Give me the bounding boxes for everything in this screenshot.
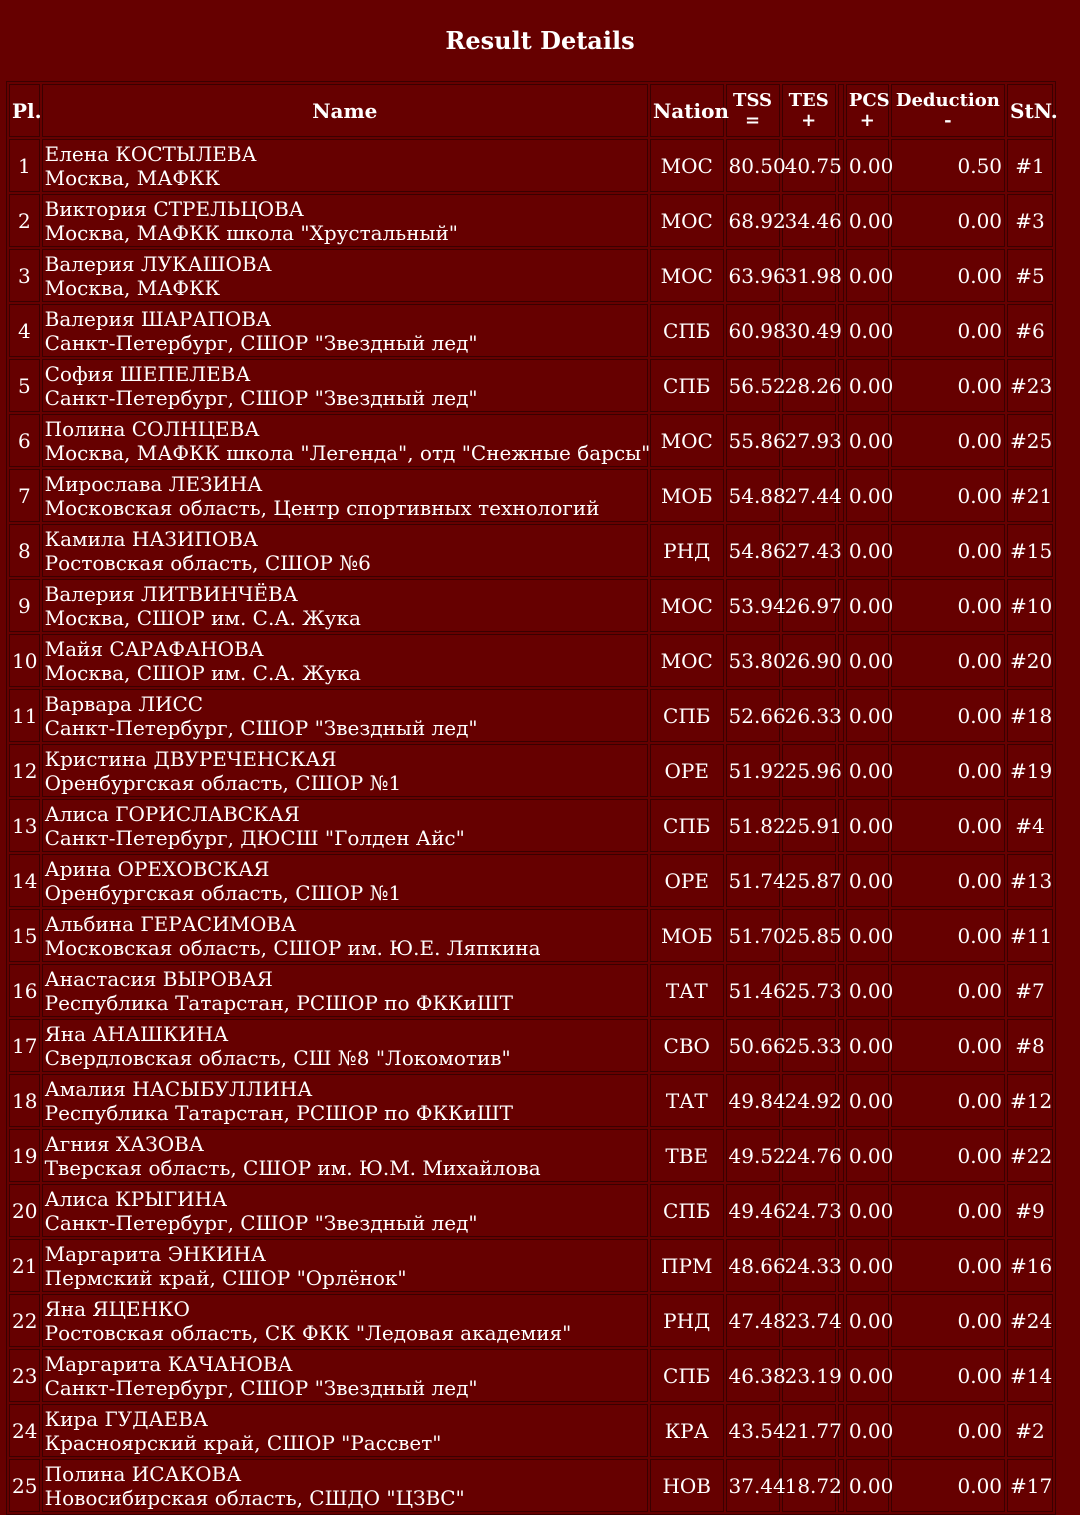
- start-number-cell: #17: [1007, 1459, 1053, 1512]
- place-cell: 8: [9, 524, 40, 577]
- tes-cell: 25.85: [782, 909, 836, 962]
- deduction-cell: 0.00: [891, 854, 1005, 907]
- name-cell: [42, 524, 648, 577]
- name-cell: [42, 1404, 648, 1457]
- header-tes-sub: +: [801, 109, 817, 131]
- skater-club: Москва, МАФКК школа "Легенда", отд "Снежные барсы": [44, 440, 651, 465]
- table-row: [9, 634, 1053, 687]
- skater-name: Варвара ЛИСС: [44, 691, 204, 716]
- skater-club: Санкт-Петербург, СШОР "Звездный лед": [44, 1375, 478, 1400]
- pcs-cell: 0.00: [846, 909, 889, 962]
- place-cell: 5: [9, 359, 40, 412]
- table-row: [9, 909, 1053, 962]
- place-cell: 3: [9, 249, 40, 302]
- tss-cell: 60.98: [726, 304, 780, 357]
- skater-club: Санкт-Петербург, СШОР "Звездный лед": [44, 330, 478, 355]
- tss-cell: 51.92: [726, 744, 780, 797]
- skater-club: Санкт-Петербург, СШОР "Звездный лед": [44, 1210, 478, 1235]
- deduction-cell: 0.00: [891, 249, 1005, 302]
- deduction-cell: 0.00: [891, 1239, 1005, 1292]
- deduction-cell: 0.00: [891, 414, 1005, 467]
- pcs-cell: 0.00: [846, 524, 889, 577]
- skater-club: Санкт-Петербург, СШОР "Звездный лед": [44, 385, 478, 410]
- deduction-cell: 0.00: [891, 1184, 1005, 1237]
- start-number-cell: #16: [1007, 1239, 1053, 1292]
- header-pcs-sub: +: [859, 109, 875, 131]
- pcs-cell: 0.00: [846, 799, 889, 852]
- tss-cell: 49.46: [726, 1184, 780, 1237]
- deduction-cell: 0.00: [891, 634, 1005, 687]
- pcs-cell: 0.00: [846, 1349, 889, 1402]
- skater-club: Оренбургская область, СШОР №1: [44, 880, 402, 905]
- header-deduction-label: Deduction: [895, 89, 1000, 111]
- header-deduction: [891, 84, 1005, 137]
- tss-cell: 55.86: [726, 414, 780, 467]
- skater-club: Московская область, СШОР им. Ю.Е. Ляпкина: [44, 935, 541, 960]
- place-cell: 19: [9, 1129, 40, 1182]
- pcs-cell: 0.00: [846, 359, 889, 412]
- name-cell: [42, 634, 648, 687]
- table-row: [9, 1294, 1053, 1347]
- start-number-cell: #20: [1007, 634, 1053, 687]
- start-number-cell: #8: [1007, 1019, 1053, 1072]
- start-number-cell: #1: [1007, 139, 1053, 192]
- name-cell: [42, 1184, 648, 1237]
- pcs-cell: 0.00: [846, 1019, 889, 1072]
- deduction-cell: 0.00: [891, 304, 1005, 357]
- start-number-cell: #10: [1007, 579, 1053, 632]
- skater-club: Ростовская область, СК ФКК "Ледовая академия": [44, 1320, 572, 1345]
- skater-name: Кира ГУДАЕВА: [44, 1406, 209, 1431]
- start-number-cell: #25: [1007, 414, 1053, 467]
- table-row: [9, 194, 1053, 247]
- table-row: [9, 799, 1053, 852]
- start-number-cell: #6: [1007, 304, 1053, 357]
- skater-club: Свердловская область, СШ №8 "Локомотив": [44, 1045, 511, 1070]
- deduction-cell: 0.00: [891, 579, 1005, 632]
- nation-cell: РНД: [650, 524, 724, 577]
- pcs-cell: 0.00: [846, 854, 889, 907]
- tss-cell: 49.84: [726, 1074, 780, 1127]
- table-row: [9, 1404, 1053, 1457]
- nation-cell: СПБ: [650, 799, 724, 852]
- nation-cell: РНД: [650, 1294, 724, 1347]
- tss-cell: 51.74: [726, 854, 780, 907]
- table-row: [9, 139, 1053, 192]
- skater-name: Виктория СТРЕЛЬЦОВА: [44, 196, 304, 221]
- nation-cell: ПРМ: [650, 1239, 724, 1292]
- start-number-cell: #13: [1007, 854, 1053, 907]
- nation-cell: НОВ: [650, 1459, 724, 1512]
- header-tes-label: TES: [788, 89, 829, 111]
- place-cell: 22: [9, 1294, 40, 1347]
- name-cell: [42, 469, 648, 522]
- deduction-cell: 0.00: [891, 1404, 1005, 1457]
- place-cell: 23: [9, 1349, 40, 1402]
- pcs-cell: 0.00: [846, 194, 889, 247]
- nation-cell: ОРЕ: [650, 744, 724, 797]
- pcs-cell: 0.00: [846, 469, 889, 522]
- deduction-cell: 0.00: [891, 1019, 1005, 1072]
- tes-cell: 26.90: [782, 634, 836, 687]
- tss-cell: 43.54: [726, 1404, 780, 1457]
- header-tss-label: TSS: [733, 89, 773, 111]
- name-cell: [42, 1349, 648, 1402]
- start-number-cell: #3: [1007, 194, 1053, 247]
- tss-cell: 48.66: [726, 1239, 780, 1292]
- header-separator: [838, 84, 844, 137]
- skater-club: Республика Татарстан, РСШОР по ФККиШТ: [44, 1100, 513, 1125]
- place-cell: 24: [9, 1404, 40, 1457]
- tes-cell: 21.77: [782, 1404, 836, 1457]
- nation-cell: ТВЕ: [650, 1129, 724, 1182]
- header-tss: [726, 84, 780, 137]
- deduction-cell: 0.50: [891, 139, 1005, 192]
- tss-cell: 49.52: [726, 1129, 780, 1182]
- start-number-cell: #11: [1007, 909, 1053, 962]
- tss-cell: 54.86: [726, 524, 780, 577]
- skater-club: Тверская область, СШОР им. Ю.М. Михайлова: [44, 1155, 541, 1180]
- tes-cell: 28.26: [782, 359, 836, 412]
- tes-cell: 24.33: [782, 1239, 836, 1292]
- place-cell: 11: [9, 689, 40, 742]
- nation-cell: МОС: [650, 249, 724, 302]
- table-row: [9, 1239, 1053, 1292]
- skater-name: Валерия ШАРАПОВА: [44, 306, 272, 331]
- deduction-cell: 0.00: [891, 1294, 1005, 1347]
- name-cell: [42, 1459, 648, 1512]
- header-pcs-label: PCS: [848, 89, 890, 111]
- tes-cell: 24.73: [782, 1184, 836, 1237]
- tss-cell: 50.66: [726, 1019, 780, 1072]
- nation-cell: СПБ: [650, 689, 724, 742]
- deduction-cell: 0.00: [891, 469, 1005, 522]
- name-cell: [42, 1239, 648, 1292]
- name-cell: [42, 1074, 648, 1127]
- skater-name: Кристина ДВУРЕЧЕНСКАЯ: [44, 746, 337, 771]
- tss-cell: 51.46: [726, 964, 780, 1017]
- table-row: [9, 854, 1053, 907]
- pcs-cell: 0.00: [846, 139, 889, 192]
- skater-club: Москва, СШОР им. С.А. Жука: [44, 605, 361, 630]
- table-row: [9, 1074, 1053, 1127]
- pcs-cell: 0.00: [846, 249, 889, 302]
- table-row: [9, 469, 1053, 522]
- skater-name: София ШЕПЕЛЕВА: [44, 361, 251, 386]
- skater-club: Москва, МАФКК: [44, 275, 220, 300]
- tss-cell: 51.82: [726, 799, 780, 852]
- tss-cell: 51.70: [726, 909, 780, 962]
- deduction-cell: 0.00: [891, 1129, 1005, 1182]
- tss-cell: 80.50: [726, 139, 780, 192]
- place-cell: 21: [9, 1239, 40, 1292]
- start-number-cell: #4: [1007, 799, 1053, 852]
- tes-cell: 25.33: [782, 1019, 836, 1072]
- pcs-cell: 0.00: [846, 1294, 889, 1347]
- place-cell: 20: [9, 1184, 40, 1237]
- start-number-cell: #7: [1007, 964, 1053, 1017]
- place-cell: 25: [9, 1459, 40, 1512]
- skater-name: Арина ОРЕХОВСКАЯ: [44, 856, 270, 881]
- pcs-cell: 0.00: [846, 1239, 889, 1292]
- name-cell: [42, 579, 648, 632]
- skater-name: Алиса КРЫГИНА: [44, 1186, 228, 1211]
- nation-cell: МОБ: [650, 909, 724, 962]
- place-cell: 18: [9, 1074, 40, 1127]
- name-cell: [42, 964, 648, 1017]
- place-cell: 6: [9, 414, 40, 467]
- tss-cell: 37.44: [726, 1459, 780, 1512]
- header-row: [9, 84, 1053, 137]
- skater-club: Красноярский край, СШОР "Рассвет": [44, 1430, 442, 1455]
- tss-cell: 53.94: [726, 579, 780, 632]
- nation-cell: МОС: [650, 194, 724, 247]
- deduction-cell: 0.00: [891, 964, 1005, 1017]
- skater-name: Камила НАЗИПОВА: [44, 526, 259, 551]
- deduction-cell: 0.00: [891, 689, 1005, 742]
- start-number-cell: #5: [1007, 249, 1053, 302]
- table-row: [9, 744, 1053, 797]
- pcs-cell: 0.00: [846, 964, 889, 1017]
- skater-club: Москва, МАФКК: [44, 165, 220, 190]
- tes-cell: 18.72: [782, 1459, 836, 1512]
- tes-cell: 30.49: [782, 304, 836, 357]
- skater-name: Полина СОЛНЦЕВА: [44, 416, 260, 441]
- start-number-cell: #12: [1007, 1074, 1053, 1127]
- pcs-cell: 0.00: [846, 1184, 889, 1237]
- start-number-cell: #9: [1007, 1184, 1053, 1237]
- tes-cell: 27.43: [782, 524, 836, 577]
- deduction-cell: 0.00: [891, 909, 1005, 962]
- pcs-cell: 0.00: [846, 744, 889, 797]
- name-cell: [42, 909, 648, 962]
- skater-name: Валерия ЛУКАШОВА: [44, 251, 272, 276]
- tss-cell: 68.92: [726, 194, 780, 247]
- table-row: [9, 524, 1053, 577]
- skater-club: Санкт-Петербург, ДЮСШ "Голден Айс": [44, 825, 465, 850]
- name-cell: [42, 854, 648, 907]
- deduction-cell: 0.00: [891, 524, 1005, 577]
- tss-cell: 56.52: [726, 359, 780, 412]
- skater-club: Республика Татарстан, РСШОР по ФККиШТ: [44, 990, 513, 1015]
- name-cell: [42, 1129, 648, 1182]
- start-number-cell: #19: [1007, 744, 1053, 797]
- name-cell: [42, 249, 648, 302]
- nation-cell: СПБ: [650, 359, 724, 412]
- tss-cell: 53.80: [726, 634, 780, 687]
- nation-cell: МОС: [650, 414, 724, 467]
- header-deduction-sub: -: [944, 109, 952, 131]
- tss-cell: 47.48: [726, 1294, 780, 1347]
- tes-cell: 24.92: [782, 1074, 836, 1127]
- nation-cell: ОРЕ: [650, 854, 724, 907]
- tes-cell: 25.87: [782, 854, 836, 907]
- pcs-cell: 0.00: [846, 634, 889, 687]
- start-number-cell: #22: [1007, 1129, 1053, 1182]
- table-row: [9, 359, 1053, 412]
- nation-cell: СВО: [650, 1019, 724, 1072]
- tes-cell: 23.74: [782, 1294, 836, 1347]
- nation-cell: МОС: [650, 634, 724, 687]
- nation-cell: СПБ: [650, 1184, 724, 1237]
- tes-cell: 34.46: [782, 194, 836, 247]
- table-row: [9, 1184, 1053, 1237]
- skater-name: Анастасия ВЫРОВАЯ: [44, 966, 273, 991]
- skater-club: Ростовская область, СШОР №6: [44, 550, 371, 575]
- skater-club: Москва, МАФКК школа "Хрустальный": [44, 220, 458, 245]
- nation-cell: ТАТ: [650, 964, 724, 1017]
- start-number-cell: #24: [1007, 1294, 1053, 1347]
- skater-name: Агния ХАЗОВА: [44, 1131, 204, 1156]
- tes-cell: 25.91: [782, 799, 836, 852]
- pcs-cell: 0.00: [846, 1129, 889, 1182]
- place-cell: 9: [9, 579, 40, 632]
- start-number-cell: #15: [1007, 524, 1053, 577]
- nation-cell: ТАТ: [650, 1074, 724, 1127]
- start-number-cell: #14: [1007, 1349, 1053, 1402]
- skater-name: Амалия НАСЫБУЛЛИНА: [44, 1076, 313, 1101]
- tes-cell: 26.33: [782, 689, 836, 742]
- start-number-cell: #23: [1007, 359, 1053, 412]
- place-cell: 12: [9, 744, 40, 797]
- header-nation: Nation: [650, 84, 724, 137]
- skater-name: Мирослава ЛЕЗИНА: [44, 471, 263, 496]
- skater-name: Валерия ЛИТВИНЧЁВА: [44, 581, 298, 606]
- name-cell: [42, 304, 648, 357]
- page-title: Result Details: [445, 26, 635, 55]
- pcs-cell: 0.00: [846, 1404, 889, 1457]
- tss-cell: 52.66: [726, 689, 780, 742]
- place-cell: 14: [9, 854, 40, 907]
- skater-club: Москва, СШОР им. С.А. Жука: [44, 660, 361, 685]
- name-cell: [42, 1019, 648, 1072]
- place-cell: 17: [9, 1019, 40, 1072]
- tes-cell: 26.97: [782, 579, 836, 632]
- place-cell: 7: [9, 469, 40, 522]
- skater-name: Елена КОСТЫЛЕВА: [44, 141, 257, 166]
- skater-name: Маргарита КАЧАНОВА: [44, 1351, 293, 1376]
- tes-cell: 27.93: [782, 414, 836, 467]
- skater-club: Московская область, Центр спортивных технологий: [44, 495, 600, 520]
- deduction-cell: 0.00: [891, 1074, 1005, 1127]
- nation-cell: МОС: [650, 579, 724, 632]
- start-number-cell: #21: [1007, 469, 1053, 522]
- place-cell: 13: [9, 799, 40, 852]
- name-cell: [42, 744, 648, 797]
- deduction-cell: 0.00: [891, 359, 1005, 412]
- tes-cell: 25.96: [782, 744, 836, 797]
- name-cell: [42, 359, 648, 412]
- tes-cell: 31.98: [782, 249, 836, 302]
- skater-club: Санкт-Петербург, СШОР "Звездный лед": [44, 715, 478, 740]
- nation-cell: СПБ: [650, 1349, 724, 1402]
- name-cell: [42, 414, 651, 467]
- skater-name: Яна ЯЦЕНКО: [44, 1296, 190, 1321]
- tes-cell: 24.76: [782, 1129, 836, 1182]
- header-tss-sub: =: [745, 109, 761, 131]
- table-row: [9, 304, 1053, 357]
- start-number-cell: #2: [1007, 1404, 1053, 1457]
- deduction-cell: 0.00: [891, 1349, 1005, 1402]
- place-cell: 2: [9, 194, 40, 247]
- tes-cell: 25.73: [782, 964, 836, 1017]
- deduction-cell: 0.00: [891, 1459, 1005, 1512]
- tes-cell: 23.19: [782, 1349, 836, 1402]
- place-cell: 1: [9, 139, 40, 192]
- tes-cell: 27.44: [782, 469, 836, 522]
- pcs-cell: 0.00: [846, 304, 889, 357]
- name-cell: [42, 1294, 648, 1347]
- place-cell: 15: [9, 909, 40, 962]
- pcs-cell: 0.00: [846, 689, 889, 742]
- pcs-cell: 0.00: [846, 1459, 889, 1512]
- skater-club: Пермский край, СШОР "Орлёнок": [44, 1265, 407, 1290]
- header-place: Pl.: [9, 84, 40, 137]
- header-start-number: StN.: [1007, 84, 1053, 137]
- place-cell: 16: [9, 964, 40, 1017]
- pcs-cell: 0.00: [846, 1074, 889, 1127]
- tss-cell: 63.96: [726, 249, 780, 302]
- place-cell: 4: [9, 304, 40, 357]
- table-row: [9, 1349, 1053, 1402]
- tes-cell: 40.75: [782, 139, 836, 192]
- tss-cell: 46.38: [726, 1349, 780, 1402]
- name-cell: [42, 689, 648, 742]
- nation-cell: МОБ: [650, 469, 724, 522]
- tss-cell: 54.88: [726, 469, 780, 522]
- pcs-cell: 0.00: [846, 579, 889, 632]
- pcs-cell: 0.00: [846, 414, 889, 467]
- place-cell: 10: [9, 634, 40, 687]
- table-row: [9, 579, 1053, 632]
- skater-name: Альбина ГЕРАСИМОВА: [44, 911, 297, 936]
- deduction-cell: 0.00: [891, 799, 1005, 852]
- nation-cell: СПБ: [650, 304, 724, 357]
- deduction-cell: 0.00: [891, 744, 1005, 797]
- skater-name: Полина ИСАКОВА: [44, 1461, 242, 1486]
- header-name: Name: [42, 84, 648, 137]
- table-row: [9, 1129, 1053, 1182]
- skater-name: Яна АНАШКИНА: [44, 1021, 229, 1046]
- table-row: [9, 689, 1053, 742]
- table-row: [9, 1459, 1053, 1512]
- start-number-cell: #18: [1007, 689, 1053, 742]
- table-row: [9, 964, 1053, 1017]
- table-row: [9, 249, 1053, 302]
- results-table: [6, 81, 1056, 1515]
- name-cell: [42, 799, 648, 852]
- header-tes: [782, 84, 836, 137]
- name-cell: [42, 139, 648, 192]
- skater-name: Алиса ГОРИСЛАВСКАЯ: [44, 801, 300, 826]
- skater-club: Новосибирская область, СШДО "ЦЗВС": [44, 1485, 465, 1510]
- skater-name: Маргарита ЭНКИНА: [44, 1241, 266, 1266]
- header-pcs: [846, 84, 889, 137]
- table-row: [9, 1019, 1053, 1072]
- nation-cell: КРА: [650, 1404, 724, 1457]
- table-row: [9, 414, 1053, 467]
- skater-name: Майя САРАФАНОВА: [44, 636, 264, 661]
- nation-cell: МОС: [650, 139, 724, 192]
- skater-club: Оренбургская область, СШОР №1: [44, 770, 402, 795]
- deduction-cell: 0.00: [891, 194, 1005, 247]
- name-cell: [42, 194, 648, 247]
